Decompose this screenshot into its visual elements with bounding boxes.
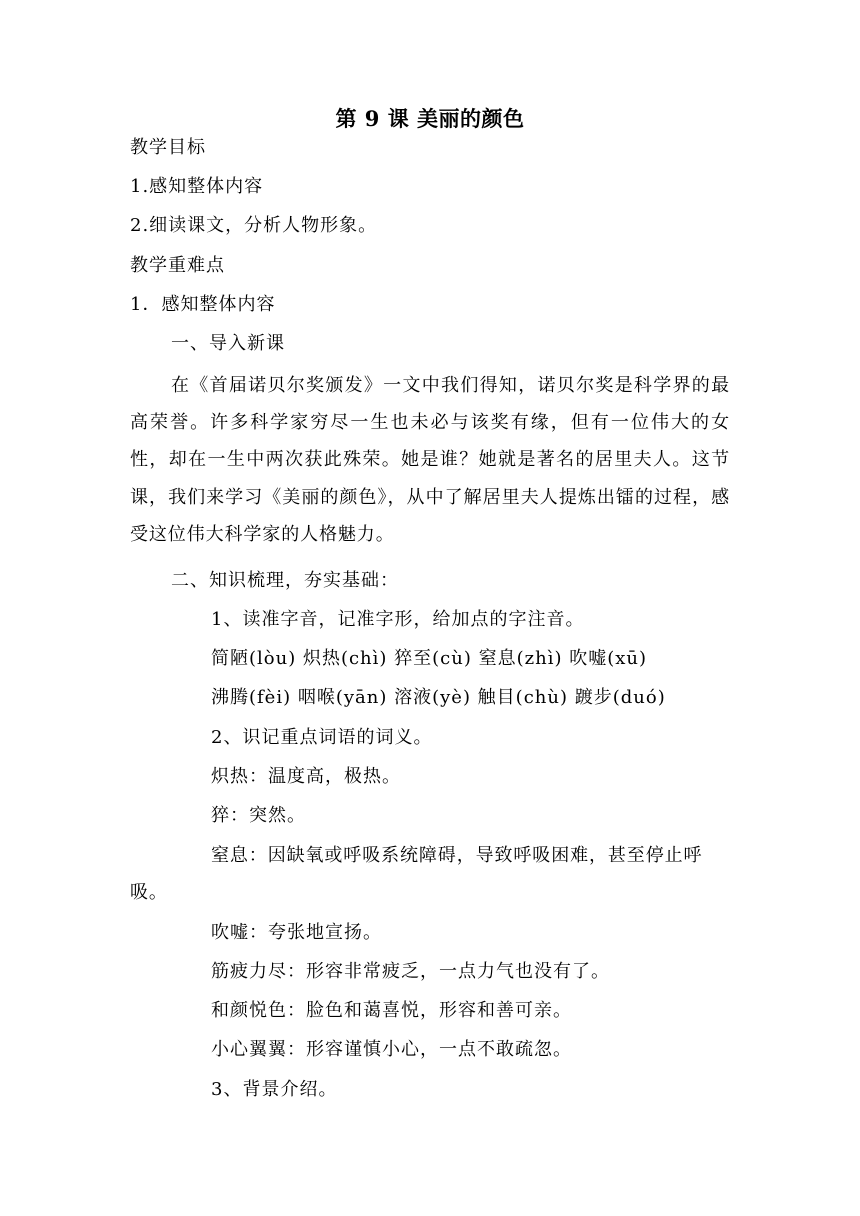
heading-key-points: 教学重难点	[130, 255, 225, 276]
key-point-item-1: 1．感知整体内容	[130, 294, 276, 315]
heading-teaching-objectives: 教学目标	[130, 137, 206, 158]
intro-paragraph: 在《首届诺贝尔奖颁发》一文中我们得知，诺贝尔奖是科学界的最高荣誉。许多科学家穷尽一生也未必与该奖有缘，但有一位伟大的女性，却在一生中两次获此殊荣。她是谁？她就是著名的居里夫人。这节课，我们来学习《美丽的颜色》，从中了解居里夫人提炼出镭的过程，感受这位伟大科学家的人格魅力。	[130, 375, 730, 545]
definition-3: 窒息：因缺氧或呼吸系统障碍，导致呼吸困难，甚至停止呼吸。	[130, 845, 703, 904]
definition-7: 小心翼翼：形容谨慎小心，一点不敢疏忽。	[211, 1039, 572, 1060]
objective-item-1: 1.感知整体内容	[130, 176, 264, 197]
item-two-vocabulary: 2、识记重点词语的词义。	[211, 727, 433, 748]
definition-6: 和颜悦色：脸色和蔼喜悦，形容和善可亲。	[211, 1000, 572, 1021]
item-three-background: 3、背景介绍。	[211, 1079, 338, 1100]
lesson-title: 第 9 课 美丽的颜色	[335, 106, 525, 131]
item-one-pronunciation: 1、读准字音，记准字形，给加点的字注音。	[211, 609, 585, 630]
pinyin-line-2: 沸腾(fèi) 咽喉(yān) 溶液(yè) 触目(chù) 踱步(duó)	[211, 687, 666, 708]
definition-5: 筋疲力尽：形容非常疲乏，一点力气也没有了。	[211, 961, 610, 982]
section-two-heading: 二、知识梳理，夯实基础：	[171, 570, 399, 591]
section-one-heading: 一、导入新课	[171, 333, 285, 354]
definition-1: 炽热：温度高，极热。	[211, 766, 401, 787]
pinyin-line-1: 简陋(lòu) 炽热(chì) 猝至(cù) 窒息(zhì) 吹嘘(xū)	[211, 648, 647, 669]
definition-4: 吹嘘：夸张地宣扬。	[211, 922, 382, 943]
objective-item-2: 2.细读课文，分析人物形象。	[130, 215, 378, 236]
definition-2: 猝：突然。	[211, 805, 306, 826]
